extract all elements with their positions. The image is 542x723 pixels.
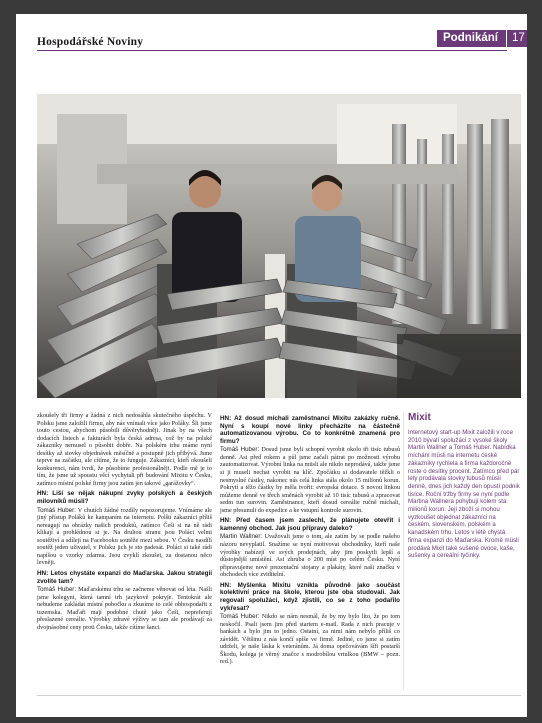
answer-speaker: Martin Wallner:: [220, 533, 263, 541]
factory-photo-illustration: [37, 94, 521, 398]
answer-text: Nikdo se nám nesmál, že by my bylo líto, že po tom neskočil. Psali jsem jim před startem e-mail. Rada z nich pracuje v bankách a bylo jim to jedno. Ostatní, za nimi nám nebylo příliš co závidět. Většinu z nás končí spíše ve firmě. Jediné, co jsme si zatím udrželi, je naše láska k veteránům. Já doma opečovávám šíři postarší Škodu, kolega je věrný značce s modrobílou vrtulkou (BMW – pozn. red.).: [220, 613, 401, 666]
answer-text: V chutích žádné rozdíly nepozorujeme. Vnímáme ale jiný přístup Poláků ke kampaním na internetu. Polští zákazníci příliš nereagují na obrázky našich produktů, zatímco Češi si na ně rádi klikají a prohlédnou si je. Na druhou stranu jsou Poláci velmi soutěživí a sdílejí na Facebooku soutěže mezi sebou. V Česku nasdílí soutěž jeden uživatel, v Polsku jich je sto padesát. Poláci si také rádi napíšou o vzorky zdarma. Jsou zvyklí zkoušet, za dostanou něco levněji.: [37, 506, 212, 567]
article-column-2: [220, 412, 400, 669]
interview-question: HN: Letos chystáte expanzi do Maďarska. Jakou strategii zvolíte tam?: [37, 570, 212, 585]
answer-speaker: Tomáš Huber:: [37, 586, 77, 594]
masthead-title: Hospodářské Noviny: [37, 36, 144, 48]
header-rule: [37, 50, 507, 51]
interview-answer: [37, 412, 212, 487]
section-name: Podnikání: [443, 32, 498, 44]
answer-text: zkoušely tři firmy a žádná z nich nedosáhla skutečného úspěchu. V Polsku jsme založili firmu, aby nás vnímali více jako Poláky. Šli jsme touto cestou, abychom působili důvěryhodněji. Jinak by na všech dodacích listech a fakturách byla česká adresa, což by na polské zákazníky nemusel o působit dobře. Na polském trhu máme nyní desítky až stovky objednávek měsíčně a postupně jich přibývá. Jsme teprve na začátku, ale cítíme, že to funguje. Zákazníci, kteří okoušeli konkurenci, nám tvrdí, že působíme profesionálněji. Podle mě je to tím, že jsme už spoustu věcí vychytali při budování Mixitu v Česku, zatímco místní polské firmy jsou zatím jen takové „garážovky“.: [37, 412, 212, 487]
interview-question: HN: Před časem jsem zaslechl, že plánujete otevřít i kamenný obchod. Jak jsou přípravy daleko?: [220, 517, 400, 532]
answer-text: Dosud jsme byli schopní vyrobit okolo tři tisíc tubusů denně. Asi před rokem a půl jsme začali pátrat po možnosti výrobu zautomatizovat. Výrobní linka na müsli ale nikdo neprodává, takže jsme si ji museli nechat vyrobit na klíč. Zpočátku si dodavatele těžkli o nesmyslné částky, nakonec nás celá linka stála okolo 15 milionů korun. Pokrytí a těžo částky by měla tvořit: evropská dotace. S novou linkou můžeme denně ve třech směnách vyrobit až 10 tisíc tubusů a zpracovat sedm tun surovin. Zaměstnance, kteří dosud cereálie ručně míchali, jsme přesunuli do expedice a ke vstupní kontrole surovin.: [220, 446, 400, 514]
interview-answer: [37, 507, 212, 567]
footer-rule: [37, 695, 521, 696]
answer-speaker: Tomáš Huber:: [37, 506, 76, 514]
newspaper-page: [16, 14, 527, 717]
section-tag: [437, 30, 527, 47]
interview-answer: [220, 446, 400, 514]
interview-question: HN: Liší se nějak nákupní zvyky polských a českých milovníků müsli?: [37, 490, 212, 506]
page-number: 17: [506, 30, 525, 47]
interview-answer: [220, 533, 400, 578]
interview-question: HN: Myšlenka Mixitu vznikla původně jako součást kolektivní práce na škole, kterou jste oba studovali. Jak regovali spolužáci, když zjistili, co se z toho podařilo vykřesat?: [220, 581, 400, 612]
company-sidebar: [408, 412, 520, 560]
sidebar-title: Mixit: [408, 412, 431, 423]
article-photo: [37, 94, 521, 398]
column-divider: [403, 412, 404, 690]
article-column-1: [37, 412, 212, 635]
answer-text: Maďarskému trhu se začneme věnovat od léta. Našli jsme kolegyni, která tamní trh jazykově pokryje. Tentokrát ale nebudeme zakládat místní pobočku a zkusíme to celé obhospodařit z tuzemska. Maďaři mají podobné chutě jako Češi, nepreferují přeslazené cereálie. Výrobky zdravé výživy se tam ale prodávají za dvojnásobné ceny proti Česku, takže cítíme šanci.: [37, 586, 212, 631]
interview-question: HN: Až dosud míchali zaměstnanci Mixitu zakázky ručně. Nyní s koupí nové linky přecházíte na částečně automatizovanou výrobu. Co to konkrétně znamená pro firmu?: [220, 415, 400, 445]
interview-answer: [37, 586, 212, 631]
answer-speaker: Tomáš Huber:: [220, 613, 260, 621]
answer-text: Uvažovali jsme o tom, ale zatím by se podle našeho názoru nevyplatil. Snažíme se nyní motivovat obchodníky, kteří naše výrobky nabízejí ve svých prodejnách, aby jim poskytli lepší a důstojnější umístění. Asi zhruba o 200 míst po celém Česku. Nyní připravujeme nové prezentační stojany a plakáty, které naši značku v obchodech více zviditelní.: [220, 533, 400, 579]
sidebar-text: Internetový start-up Mixit založili v roce 2010 bývalí spolužáci z vysoké školy Martin Wallner a Tomáš Huber. Nabídka míchání müsli na internetu české zákazníky rychlela a firma každoročně roste o desítky procent. Zatímco před pár lety prodávala stovky tubusů müsli denně, dnes jich každý den opustí podnik tisíce. Roční tržby firmy se nyní podle Martina Wallnera pohybují kolem sta milionů korun. Její zboží si mohou vyzkoušet objednat zákazníci na českém, slovenském, polském a kanadském trhu. Letos v létě chystá firma expanzi do Maďarska. Kromě müsli prodává Mixit také sušené ovoce, kaše, sušenky a cereální tyčinky.: [408, 429, 520, 560]
answer-speaker: Tomáš Huber:: [220, 446, 260, 454]
interview-answer: [220, 613, 400, 666]
